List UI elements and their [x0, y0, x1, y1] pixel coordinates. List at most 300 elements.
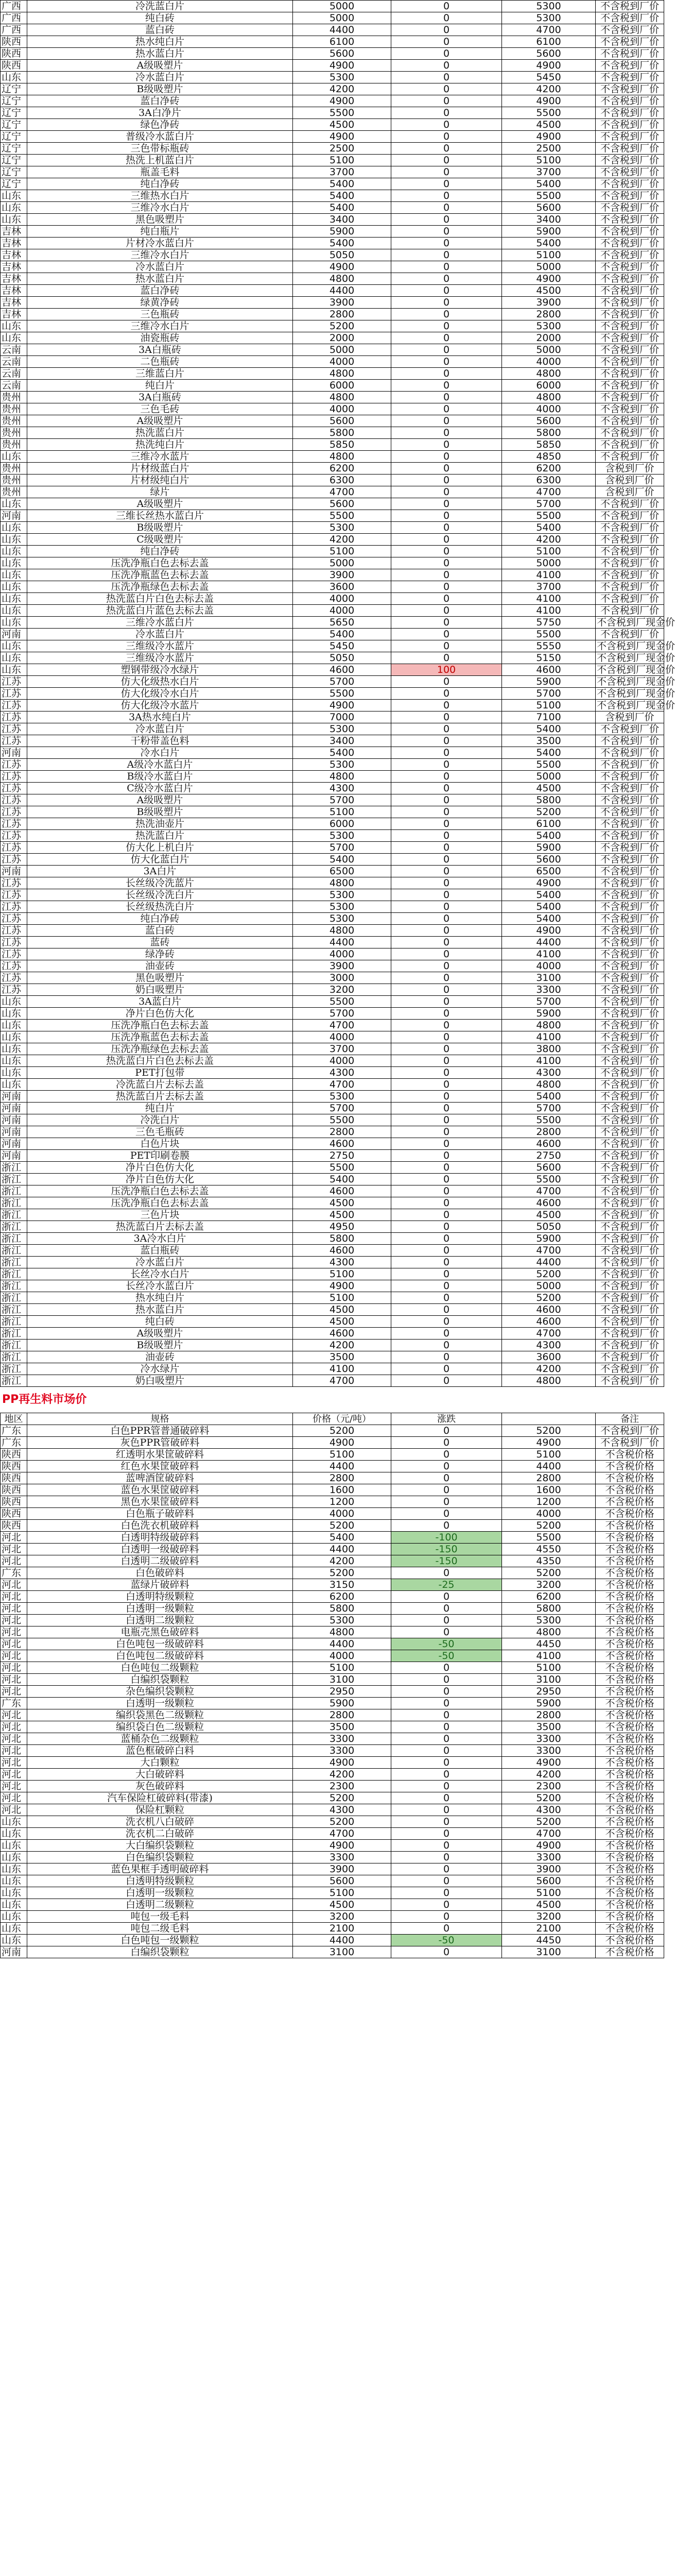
- cell-note: 不含税价格: [596, 1496, 664, 1508]
- cell-note: 不含税到厂价: [596, 522, 664, 534]
- cell-price: 3300: [293, 1852, 391, 1863]
- cell-region: 辽宁: [1, 155, 27, 166]
- cell-note: 不含税到厂价: [596, 415, 664, 427]
- table-row: [1, 1233, 664, 1245]
- cell-price: 2950: [293, 1686, 391, 1698]
- cell-note: 不含税到厂价: [596, 1328, 664, 1340]
- cell-spec: 冷洗蓝白片去标去盖: [27, 1079, 293, 1091]
- cell-note: 不含税价格: [596, 1935, 664, 1946]
- cell-note: 不含税价格: [596, 1626, 664, 1638]
- cell-region: 吉林: [1, 238, 27, 249]
- table-row: [1, 948, 664, 960]
- table-row: [1, 332, 664, 344]
- cell-price: 5100: [293, 1662, 391, 1674]
- cell-region: 山东: [1, 332, 27, 344]
- cell-prev-price: 5300: [502, 1615, 596, 1626]
- table-row: [1, 629, 664, 640]
- cell-note: 不含税到厂价: [596, 297, 664, 309]
- cell-spec: 3A冷水白片: [27, 1233, 293, 1245]
- cell-price: 4300: [293, 1257, 391, 1268]
- cell-prev-price: 4500: [502, 1209, 596, 1221]
- cell-note: 不含税价格: [596, 1461, 664, 1472]
- cell-price: 5050: [293, 652, 391, 664]
- cell-price: 4700: [293, 1375, 391, 1387]
- cell-note: 不含税到厂价: [596, 1280, 664, 1292]
- cell-change: 0: [391, 854, 502, 866]
- table-row: [1, 1031, 664, 1043]
- cell-region: 河南: [1, 1114, 27, 1126]
- cell-region: 陕西: [1, 1496, 27, 1508]
- cell-note: 不含税到厂价: [596, 226, 664, 238]
- cell-change: 0: [391, 842, 502, 854]
- cell-change: -150: [391, 1544, 502, 1555]
- cell-price: 5400: [293, 1532, 391, 1544]
- cell-region: 山东: [1, 534, 27, 546]
- table-row: [1, 1603, 664, 1615]
- table-row: [1, 214, 664, 226]
- cell-spec: 黑色吸塑片: [27, 972, 293, 984]
- cell-spec: 热洗蓝白片白色去标去盖: [27, 593, 293, 605]
- cell-region: 广东: [1, 1567, 27, 1579]
- cell-note: 不含税到厂价: [596, 546, 664, 557]
- cell-note: 不含税价格: [596, 1520, 664, 1532]
- cell-region: 云南: [1, 368, 27, 380]
- cell-region: 河北: [1, 1674, 27, 1686]
- cell-region: 河南: [1, 1126, 27, 1138]
- cell-price: 5500: [293, 107, 391, 119]
- cell-prev-price: 3100: [502, 1946, 596, 1958]
- table-row: [1, 1555, 664, 1567]
- cell-spec: 净片白色仿大化: [27, 1162, 293, 1174]
- cell-region: 陕西: [1, 1449, 27, 1461]
- cell-spec: 热洗纯白片: [27, 439, 293, 451]
- cell-price: 4500: [293, 1197, 391, 1209]
- cell-note: 不含税价格: [596, 1615, 664, 1626]
- table-row: [1, 1591, 664, 1603]
- table-row: [1, 320, 664, 332]
- cell-note: 不含税到厂价: [596, 842, 664, 854]
- cell-change: 0: [391, 1863, 502, 1875]
- cell-change: 0: [391, 640, 502, 652]
- table-row: [1, 1472, 664, 1484]
- cell-region: 山东: [1, 605, 27, 617]
- table-row: [1, 1792, 664, 1804]
- cell-spec: 瓶盖毛料: [27, 166, 293, 178]
- cell-change: 0: [391, 984, 502, 996]
- cell-price: 3500: [293, 1351, 391, 1363]
- table-row: [1, 1197, 664, 1209]
- cell-spec: 3A蓝白片: [27, 996, 293, 1008]
- cell-note: 不含税价格: [596, 1508, 664, 1520]
- cell-spec: 蓝白瓶砖: [27, 1245, 293, 1257]
- cell-prev-price: 2300: [502, 1781, 596, 1792]
- cell-note: 不含税到厂价: [596, 557, 664, 569]
- cell-note: 不含税价格: [596, 1816, 664, 1828]
- cell-spec: 绿净砖: [27, 948, 293, 960]
- table-row: [1, 593, 664, 605]
- cell-change: 0: [391, 1257, 502, 1268]
- cell-prev-price: 4700: [502, 1185, 596, 1197]
- cell-region: 陕西: [1, 60, 27, 72]
- cell-change: 0: [391, 1615, 502, 1626]
- cell-spec: 3A热水纯白片: [27, 711, 293, 723]
- table-row: [1, 392, 664, 403]
- cell-change: 0: [391, 166, 502, 178]
- cell-change: 0: [391, 1340, 502, 1351]
- cell-spec: 白透明一级颗粒: [27, 1603, 293, 1615]
- cell-region: 山东: [1, 320, 27, 332]
- cell-note: 不含税到厂价: [596, 1055, 664, 1067]
- cell-region: 吉林: [1, 297, 27, 309]
- table-row: [1, 36, 664, 48]
- cell-note: 不含税价格: [596, 1709, 664, 1721]
- cell-spec: 蓝色水果筐破碎料: [27, 1484, 293, 1496]
- cell-change: 0: [391, 131, 502, 143]
- table-row: [1, 1840, 664, 1852]
- cell-spec: 冷水蓝白片: [27, 261, 293, 273]
- table-row: [1, 415, 664, 427]
- table-row: [1, 1769, 664, 1781]
- cell-note: 不含税到厂价: [596, 356, 664, 368]
- cell-prev-price: 5700: [502, 996, 596, 1008]
- cell-note: 不含税到厂价: [596, 1268, 664, 1280]
- cell-note: 不含税到厂价: [596, 629, 664, 640]
- cell-prev-price: 6200: [502, 463, 596, 474]
- cell-note: 不含税到厂价: [596, 1043, 664, 1055]
- table-row: [1, 711, 664, 723]
- cell-price: 3900: [293, 960, 391, 972]
- cell-spec: 三维级冷水蓝片: [27, 652, 293, 664]
- cell-price: 2000: [293, 332, 391, 344]
- cell-price: 3300: [293, 1745, 391, 1757]
- cell-note: 不含税到厂价: [596, 534, 664, 546]
- cell-spec: 白编织袋颗粒: [27, 1946, 293, 1958]
- cell-region: 广西: [1, 1, 27, 12]
- cell-spec: 编织袋黑色二级颗粒: [27, 1709, 293, 1721]
- table-row: [1, 877, 664, 889]
- table-row: [1, 937, 664, 948]
- cell-price: 3150: [293, 1579, 391, 1591]
- cell-price: 3900: [293, 297, 391, 309]
- cell-spec: 三色毛瓶砖: [27, 1126, 293, 1138]
- cell-note: 不含税价格: [596, 1875, 664, 1887]
- cell-region: 山东: [1, 652, 27, 664]
- table-row: [1, 1638, 664, 1650]
- cell-note: 不含税到厂现金价: [596, 664, 664, 676]
- cell-change: 0: [391, 1923, 502, 1935]
- cell-note: 不含税价格: [596, 1792, 664, 1804]
- cell-spec: 三维冷水白片: [27, 202, 293, 214]
- cell-spec: 三色瓶砖: [27, 309, 293, 320]
- cell-prev-price: 4000: [502, 1508, 596, 1520]
- cell-price: 5200: [293, 1425, 391, 1437]
- cell-spec: 长丝级热洗白片: [27, 901, 293, 913]
- cell-prev-price: 5800: [502, 1603, 596, 1615]
- cell-region: 辽宁: [1, 131, 27, 143]
- cell-spec: 干粉带盖色料: [27, 735, 293, 747]
- cell-prev-price: 5000: [502, 771, 596, 783]
- cell-price: 4800: [293, 368, 391, 380]
- cell-region: 山东: [1, 546, 27, 557]
- cell-region: 河南: [1, 1138, 27, 1150]
- cell-change: 0: [391, 960, 502, 972]
- cell-prev-price: 4700: [502, 1828, 596, 1840]
- cell-spec: 纯白砖: [27, 1316, 293, 1328]
- cell-spec: 白透明特级颗粒: [27, 1591, 293, 1603]
- cell-change: -100: [391, 1532, 502, 1544]
- cell-note: 不含税到厂价: [596, 925, 664, 937]
- cell-spec: 冷水蓝白片: [27, 629, 293, 640]
- table-row: [1, 771, 664, 783]
- cell-prev-price: 6100: [502, 36, 596, 48]
- cell-price: 5800: [293, 1233, 391, 1245]
- cell-change: 0: [391, 474, 502, 486]
- cell-spec: 片材冷水蓝白片: [27, 238, 293, 249]
- cell-change: 0: [391, 747, 502, 759]
- table-row: [1, 427, 664, 439]
- cell-price: 3200: [293, 1911, 391, 1923]
- cell-spec: 黑色吸塑片: [27, 214, 293, 226]
- cell-prev-price: 5100: [502, 1449, 596, 1461]
- cell-change: 0: [391, 629, 502, 640]
- cell-region: 浙江: [1, 1174, 27, 1185]
- cell-change: 0: [391, 60, 502, 72]
- cell-region: 山东: [1, 1008, 27, 1020]
- cell-region: 山东: [1, 1875, 27, 1887]
- cell-prev-price: 3200: [502, 1911, 596, 1923]
- table-row: [1, 1185, 664, 1197]
- cell-note: 不含税价格: [596, 1840, 664, 1852]
- cell-prev-price: 4100: [502, 593, 596, 605]
- cell-prev-price: 4700: [502, 1328, 596, 1340]
- cell-price: 4700: [293, 1079, 391, 1091]
- cell-change: 0: [391, 1375, 502, 1387]
- cell-note: 不含税到厂价: [596, 143, 664, 155]
- cell-spec: 白透明特级破碎料: [27, 1532, 293, 1544]
- cell-change: 0: [391, 1911, 502, 1923]
- cell-note: 不含税价格: [596, 1472, 664, 1484]
- cell-price: 3700: [293, 166, 391, 178]
- cell-spec: 绿片: [27, 486, 293, 498]
- cell-prev-price: 3900: [502, 297, 596, 309]
- cell-change: 0: [391, 12, 502, 24]
- table-row: [1, 1662, 664, 1674]
- cell-spec: 纯白瓶片: [27, 226, 293, 238]
- cell-region: 河北: [1, 1686, 27, 1698]
- cell-note: 不含税到厂价: [596, 368, 664, 380]
- cell-note: 不含税价格: [596, 1686, 664, 1698]
- cell-price: 4600: [293, 1245, 391, 1257]
- cell-region: 江苏: [1, 830, 27, 842]
- cell-spec: 仿大化级冷水蓝片: [27, 700, 293, 711]
- cell-region: 江苏: [1, 960, 27, 972]
- cell-note: 含税到厂价: [596, 474, 664, 486]
- cell-note: 不含税到厂价: [596, 913, 664, 925]
- cell-prev-price: 5200: [502, 1425, 596, 1437]
- cell-note: 不含税到厂价: [596, 1340, 664, 1351]
- cell-price: 2800: [293, 1126, 391, 1138]
- cell-spec: 3A白瓶砖: [27, 344, 293, 356]
- cell-spec: 白透明二级颗粒: [27, 1899, 293, 1911]
- cell-note: 不含税价格: [596, 1650, 664, 1662]
- cell-note: 不含税到厂价: [596, 806, 664, 818]
- cell-change: 0: [391, 948, 502, 960]
- cell-spec: 白色瓶子破碎料: [27, 1508, 293, 1520]
- pp-price-table: [0, 1413, 664, 1958]
- cell-note: 含税到厂价: [596, 486, 664, 498]
- cell-change: 0: [391, 783, 502, 794]
- cell-note: 不含税价格: [596, 1674, 664, 1686]
- cell-region: 河南: [1, 1150, 27, 1162]
- cell-spec: 仿大化级热水白片: [27, 676, 293, 688]
- cell-note: 不含税到厂价: [596, 1363, 664, 1375]
- cell-prev-price: 5900: [502, 676, 596, 688]
- cell-prev-price: 5400: [502, 913, 596, 925]
- cell-prev-price: 4200: [502, 83, 596, 95]
- table-row: [1, 1935, 664, 1946]
- cell-price: 3900: [293, 1863, 391, 1875]
- cell-change: -50: [391, 1638, 502, 1650]
- cell-spec: 二色瓶砖: [27, 356, 293, 368]
- cell-spec: 白色吨包二级破碎料: [27, 1650, 293, 1662]
- cell-spec: 压洗净瓶蓝色去标去盖: [27, 569, 293, 581]
- cell-region: 河南: [1, 1091, 27, 1103]
- cell-price: 4900: [293, 1840, 391, 1852]
- table-row: [1, 48, 664, 60]
- cell-price: 4000: [293, 1508, 391, 1520]
- cell-spec: 蓝绿片破碎料: [27, 1579, 293, 1591]
- cell-price: 4950: [293, 1221, 391, 1233]
- cell-price: 2800: [293, 1472, 391, 1484]
- table-row: [1, 960, 664, 972]
- table-row: [1, 972, 664, 984]
- cell-region: 广东: [1, 1698, 27, 1709]
- cell-region: 贵州: [1, 474, 27, 486]
- cell-region: 江苏: [1, 877, 27, 889]
- cell-prev-price: 4700: [502, 24, 596, 36]
- cell-spec: 蓝啤酒筐破碎料: [27, 1472, 293, 1484]
- cell-prev-price: 2800: [502, 1472, 596, 1484]
- cell-spec: 汽车保险杠破碎料(带漆): [27, 1792, 293, 1804]
- cell-price: 4200: [293, 1555, 391, 1567]
- cell-price: 5500: [293, 996, 391, 1008]
- cell-spec: 3A白片: [27, 866, 293, 877]
- cell-region: 辽宁: [1, 119, 27, 131]
- cell-region: 江苏: [1, 937, 27, 948]
- cell-note: 不含税到厂价: [596, 1067, 664, 1079]
- cell-spec: 热洗蓝白片蓝色去标去盖: [27, 605, 293, 617]
- cell-note: 不含税到厂价: [596, 1020, 664, 1031]
- cell-prev-price: 4400: [502, 1461, 596, 1472]
- cell-spec: 热水蓝白片: [27, 1304, 293, 1316]
- cell-region: 浙江: [1, 1375, 27, 1387]
- cell-spec: 灰色PPR管破碎料: [27, 1437, 293, 1449]
- cell-note: 不含税价格: [596, 1946, 664, 1958]
- cell-change: 0: [391, 700, 502, 711]
- cell-prev-price: 5500: [502, 1532, 596, 1544]
- cell-spec: 白色洗衣机破碎料: [27, 1520, 293, 1532]
- table-row: [1, 1245, 664, 1257]
- cell-region: 山东: [1, 72, 27, 83]
- table-row: [1, 854, 664, 866]
- table-row: [1, 1579, 664, 1591]
- cell-change: 0: [391, 818, 502, 830]
- cell-price: 4800: [293, 925, 391, 937]
- cell-note: 不含税到厂价: [596, 332, 664, 344]
- cell-price: 4700: [293, 486, 391, 498]
- cell-change: 0: [391, 794, 502, 806]
- cell-spec: C级吸塑片: [27, 534, 293, 546]
- cell-spec: 蓝砖: [27, 937, 293, 948]
- cell-spec: 热洗油壶片: [27, 818, 293, 830]
- cell-price: 4000: [293, 605, 391, 617]
- cell-region: 浙江: [1, 1292, 27, 1304]
- cell-region: 山东: [1, 1863, 27, 1875]
- cell-price: 4900: [293, 1437, 391, 1449]
- cell-change: 0: [391, 1828, 502, 1840]
- table-row: [1, 1103, 664, 1114]
- cell-change: 0: [391, 297, 502, 309]
- cell-note: 不含税价格: [596, 1733, 664, 1745]
- cell-price: 4000: [293, 1031, 391, 1043]
- cell-price: 4200: [293, 83, 391, 95]
- cell-prev-price: 5000: [502, 344, 596, 356]
- table-row: [1, 1816, 664, 1828]
- cell-region: 山东: [1, 581, 27, 593]
- cell-spec: B级吸塑片: [27, 1340, 293, 1351]
- cell-spec: 电瓶壳黑色破碎料: [27, 1626, 293, 1638]
- cell-spec: 油瓷瓶砖: [27, 332, 293, 344]
- cell-prev-price: 5100: [502, 1662, 596, 1674]
- cell-note: 不含税到厂价: [596, 1233, 664, 1245]
- cell-region: 浙江: [1, 1268, 27, 1280]
- table-row: [1, 1268, 664, 1280]
- table-row: [1, 1709, 664, 1721]
- cell-region: 云南: [1, 380, 27, 392]
- cell-change: 0: [391, 1268, 502, 1280]
- cell-change: 0: [391, 226, 502, 238]
- cell-spec: 三色片块: [27, 1209, 293, 1221]
- cell-note: 不含税到厂价: [596, 60, 664, 72]
- cell-change: 0: [391, 1031, 502, 1043]
- cell-spec: A级吸塑片: [27, 1328, 293, 1340]
- cell-prev-price: 4700: [502, 1245, 596, 1257]
- cell-change: 0: [391, 190, 502, 202]
- cell-prev-price: 4300: [502, 1340, 596, 1351]
- cell-change: 0: [391, 1091, 502, 1103]
- cell-price: 4800: [293, 273, 391, 285]
- cell-price: 5900: [293, 1698, 391, 1709]
- cell-region: 浙江: [1, 1340, 27, 1351]
- table-row: [1, 238, 664, 249]
- cell-change: -150: [391, 1555, 502, 1567]
- cell-change: 0: [391, 143, 502, 155]
- cell-note: 不含税到厂价: [596, 1197, 664, 1209]
- cell-change: 0: [391, 368, 502, 380]
- cell-note: 不含税价格: [596, 1911, 664, 1923]
- table-row: [1, 1126, 664, 1138]
- table-row: [1, 12, 664, 24]
- cell-prev-price: 3100: [502, 972, 596, 984]
- cell-price: 5300: [293, 723, 391, 735]
- cell-region: 浙江: [1, 1197, 27, 1209]
- cell-price: 4200: [293, 1340, 391, 1351]
- cell-prev-price: 5200: [502, 1816, 596, 1828]
- cell-region: 河北: [1, 1532, 27, 1544]
- cell-prev-price: 4000: [502, 403, 596, 415]
- cell-note: 不含税到厂价: [596, 24, 664, 36]
- cell-spec: 灰色破碎料: [27, 1781, 293, 1792]
